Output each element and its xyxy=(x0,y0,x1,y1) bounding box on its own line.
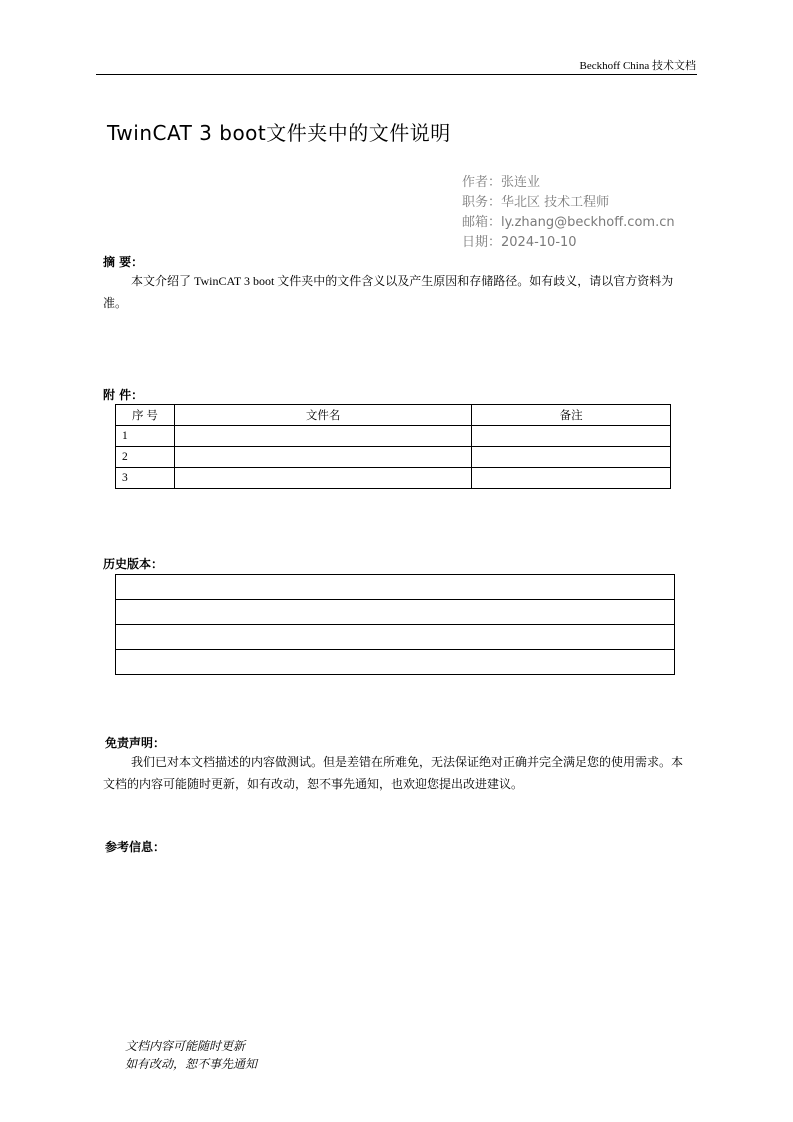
author-line: 作者：张连业 xyxy=(462,175,541,190)
header-text: Beckhoff China 技术文档 xyxy=(579,60,696,72)
history-cell xyxy=(116,575,675,600)
abstract-paragraph xyxy=(103,270,693,314)
row-note xyxy=(472,447,671,468)
table-row xyxy=(116,468,671,489)
history-cell xyxy=(116,625,675,650)
row-filename xyxy=(174,426,471,447)
footer-note xyxy=(125,1037,257,1073)
author-info xyxy=(462,173,675,253)
references-label: 参考信息： xyxy=(105,840,166,854)
attachments-table xyxy=(115,404,671,489)
column-header-note: 备注 xyxy=(472,405,671,426)
email-line: 邮箱：ly.zhang@beckhoff.com.cn xyxy=(462,215,675,230)
row-number: 2 xyxy=(116,447,175,468)
row-note xyxy=(472,426,671,447)
row-filename xyxy=(174,468,471,489)
document-title: TwinCAT 3 boot文件夹中的文件说明 xyxy=(107,121,451,145)
row-note xyxy=(472,468,671,489)
attachments-header-row xyxy=(116,405,671,426)
abstract-text: 本文介绍了 TwinCAT 3 boot 文件夹中的文件含义以及产生原因和存储路径。如有歧义，请以官方资料为准。 xyxy=(103,274,674,310)
history-cell xyxy=(116,650,675,675)
disclaimer-paragraph xyxy=(103,751,693,795)
table-row xyxy=(116,600,675,625)
header-divider xyxy=(96,74,697,75)
row-number: 3 xyxy=(116,468,175,489)
table-row xyxy=(116,625,675,650)
column-header-number: 序 号 xyxy=(116,405,175,426)
table-row xyxy=(116,575,675,600)
table-row xyxy=(116,426,671,447)
history-cell xyxy=(116,600,675,625)
row-number: 1 xyxy=(116,426,175,447)
disclaimer-text: 我们已对本文档描述的内容做测试。但是差错在所难免，无法保证绝对正确并完全满足您的使用需求。本文档的内容可能随时更新，如有改动，恕不事先通知，也欢迎您提出改进建议。 xyxy=(103,755,684,791)
history-label: 历史版本： xyxy=(103,557,164,571)
footer-line-2: 如有改动，恕不事先通知 xyxy=(125,1057,258,1071)
table-row xyxy=(116,447,671,468)
history-table xyxy=(115,574,675,675)
table-row xyxy=(116,650,675,675)
footer-line-1: 文档内容可能随时更新 xyxy=(125,1039,246,1053)
abstract-label: 摘 要： xyxy=(103,255,144,269)
date-line: 日期：2024-10-10 xyxy=(462,235,577,250)
position-line: 职务：华北区 技术工程师 xyxy=(462,195,610,210)
row-filename xyxy=(174,447,471,468)
column-header-filename: 文件名 xyxy=(174,405,471,426)
attachments-label: 附 件： xyxy=(103,388,144,402)
disclaimer-label: 免责声明： xyxy=(105,736,166,750)
